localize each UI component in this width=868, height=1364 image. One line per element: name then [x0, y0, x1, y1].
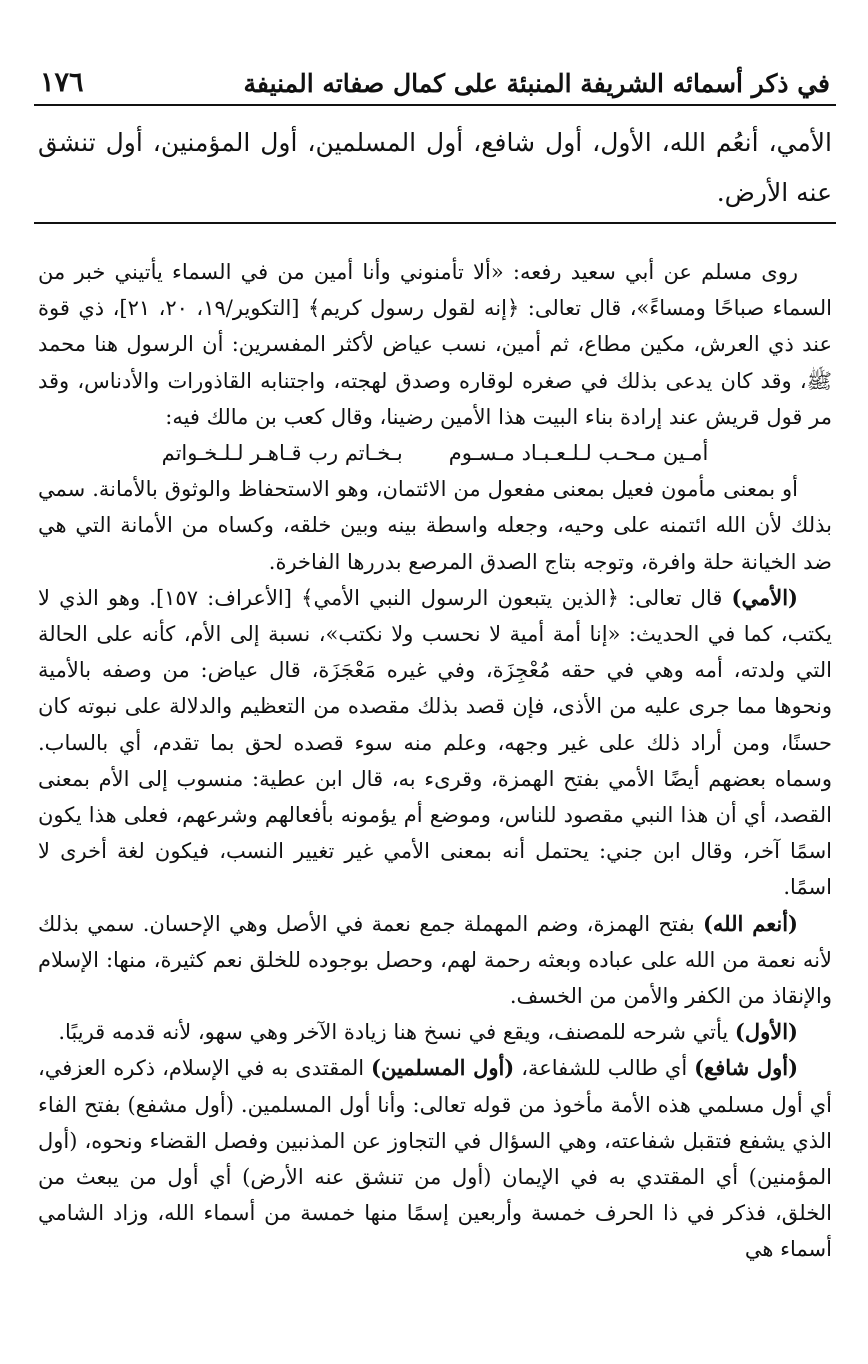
poetry-verse — [38, 435, 832, 471]
entry-heading: (أنعم الله) — [702, 910, 798, 936]
running-title: في ذكر أسمائه الشريفة المنبئة على كمال صفاته المنيفة — [243, 69, 830, 98]
verse-first-hemistich: أمـين مـحـب لـلـعـبـاد مـسـوم — [448, 441, 709, 466]
commentary-paragraph — [38, 1014, 832, 1050]
verse-second-hemistich: بـخـاتم رب قـاهـر لـلـخـواتم — [161, 441, 403, 466]
entry-text: قال تعالى: ﴿الذين يتبعون الرسول النبي الأمي﴾ [الأعراف: ١٥٧]. وهو الذي لا يكتب، كما في الحديث: «إنا أمة أمية لا نحسب ولا نكتب»، نسبة إلى الأم، كأنه على الحالة التي ولدته، أمه وهي في حقه مُعْجِزَة، وفي غيره مَعْجَزَة، قال عياض: من وصفه بالأمية ونحوها مما جرى عليه من الأذى، فإن قصد بذلك مقصده من التعظيم والدلالة على نبوته كان حسنًا، ومن أراد ذلك على غير وجهه، وعلم منه سوء قصده لحق بما تقدم، أي بالساب. وسماه بعضهم أيضًا الأمي بفتح الهمزة، وقرىء به، قال ابن عطية: منسوب إلى الأم بمعنى القصد، أي أن هذا النبي مقصود للناس، وموضع أم يؤمونه بأفعالهم وشرعهم، فعلى هذا يكون اسمًا آخر، وقال ابن جني: يحتمل أنه بمعنى الأمي غير تغيير النسب، فيكون لغة أخرى لا اسمًا. — [38, 585, 832, 900]
matn-text: الأمي، أنعُم الله، الأول، أول شافع، أول المسلمين، أول المؤمنين، أول تنشق عنه الأرض. — [38, 128, 832, 207]
entry-heading: (أول المسلمين) — [371, 1055, 515, 1081]
commentary-paragraph: أو بمعنى مأمون فعيل بمعنى مفعول من الائتمان، وهو الاستحفاظ والوثوق بالأمانة. سمي بذلك لأن الله ائتمنه على وحيه، وجعله واسطة بينه وبين خلقه، وكساه من الأمانة التي هي ضد الخيانة حلة وافرة، وتوجه بتاج الصدق المرصع بدررها الفاخرة. — [38, 477, 832, 574]
commentary-paragraph: روى مسلم عن أبي سعيد رفعه: «ألا تأمنوني وأنا أمين من في السماء يأتيني خبر من السماء صباحًا ومساءً»، قال تعالى: ﴿إنه لقول رسول كريم﴾ [التكوير/١٩، ٢٠، ٢١]، ذي قوة عند ذي العرش، مكين مطاع، ثم أمين، نسب عياض لأكثر المفسرين: أن الرسول هنا محمد ﷺ، وقد كان يدعى بذلك في صغره لوقاره وصدق لهجته، واجتنابه القاذورات والأدناس، وقد مر قول قريش عند إرادة بناء البيت هذا الأمين رضينا، وقال كعب بن مالك فيه: — [38, 260, 833, 429]
commentary — [34, 224, 836, 1268]
commentary-paragraph — [38, 1050, 832, 1267]
entry-text: بفتح الهمزة، وضم المهملة جمع نعمة في الأصل وهي الإحسان. سمي بذلك لأنه نعمة من الله على عباده وبعثه رحمة لهم، وحصل بوجوده للخلق نعم كثيرة، منها: الإسلام والإنقاذ من الكفر والأمن من الخسف. — [38, 911, 832, 1009]
entry-text: المقتدى به في الإسلام، ذكره العزفي، أي أول مسلمي هذه الأمة مأخوذ من قوله تعالى: وأنا أول المسلمين. (أول مشفع) بفتح الفاء الذي يشفع فتقبل شفاعته، وهي السؤال في التجاوز عن المذنبين وفصل القضاء ونحوه، (أول المؤمنين) أي المقتدي به في الإيمان (أول من تنشق عنه الأرض) أي أول من يبعث من الخلق، فذكر في ذا الحرف خمسة وأربعين إسمًا منها خمسة من أسماء الله، وزاد الشامي أسماء هي — [38, 1056, 832, 1262]
entry-heading: (الأمي) — [731, 584, 798, 610]
entry-heading: (الأول) — [734, 1019, 798, 1045]
commentary-paragraph — [38, 580, 832, 906]
page-number: ١٧٦ — [40, 67, 84, 98]
entry-text: يأتي شرحه للمصنف، ويقع في نسخ هنا زيادة الآخر وهي سهو، لأنه قدمه قريبًا. — [58, 1020, 735, 1045]
entry-text: أي طالب للشفاعة، — [514, 1056, 695, 1081]
commentary-paragraph — [38, 906, 832, 1015]
page-header — [34, 44, 836, 96]
entry-heading: (أول شافع) — [694, 1055, 799, 1081]
